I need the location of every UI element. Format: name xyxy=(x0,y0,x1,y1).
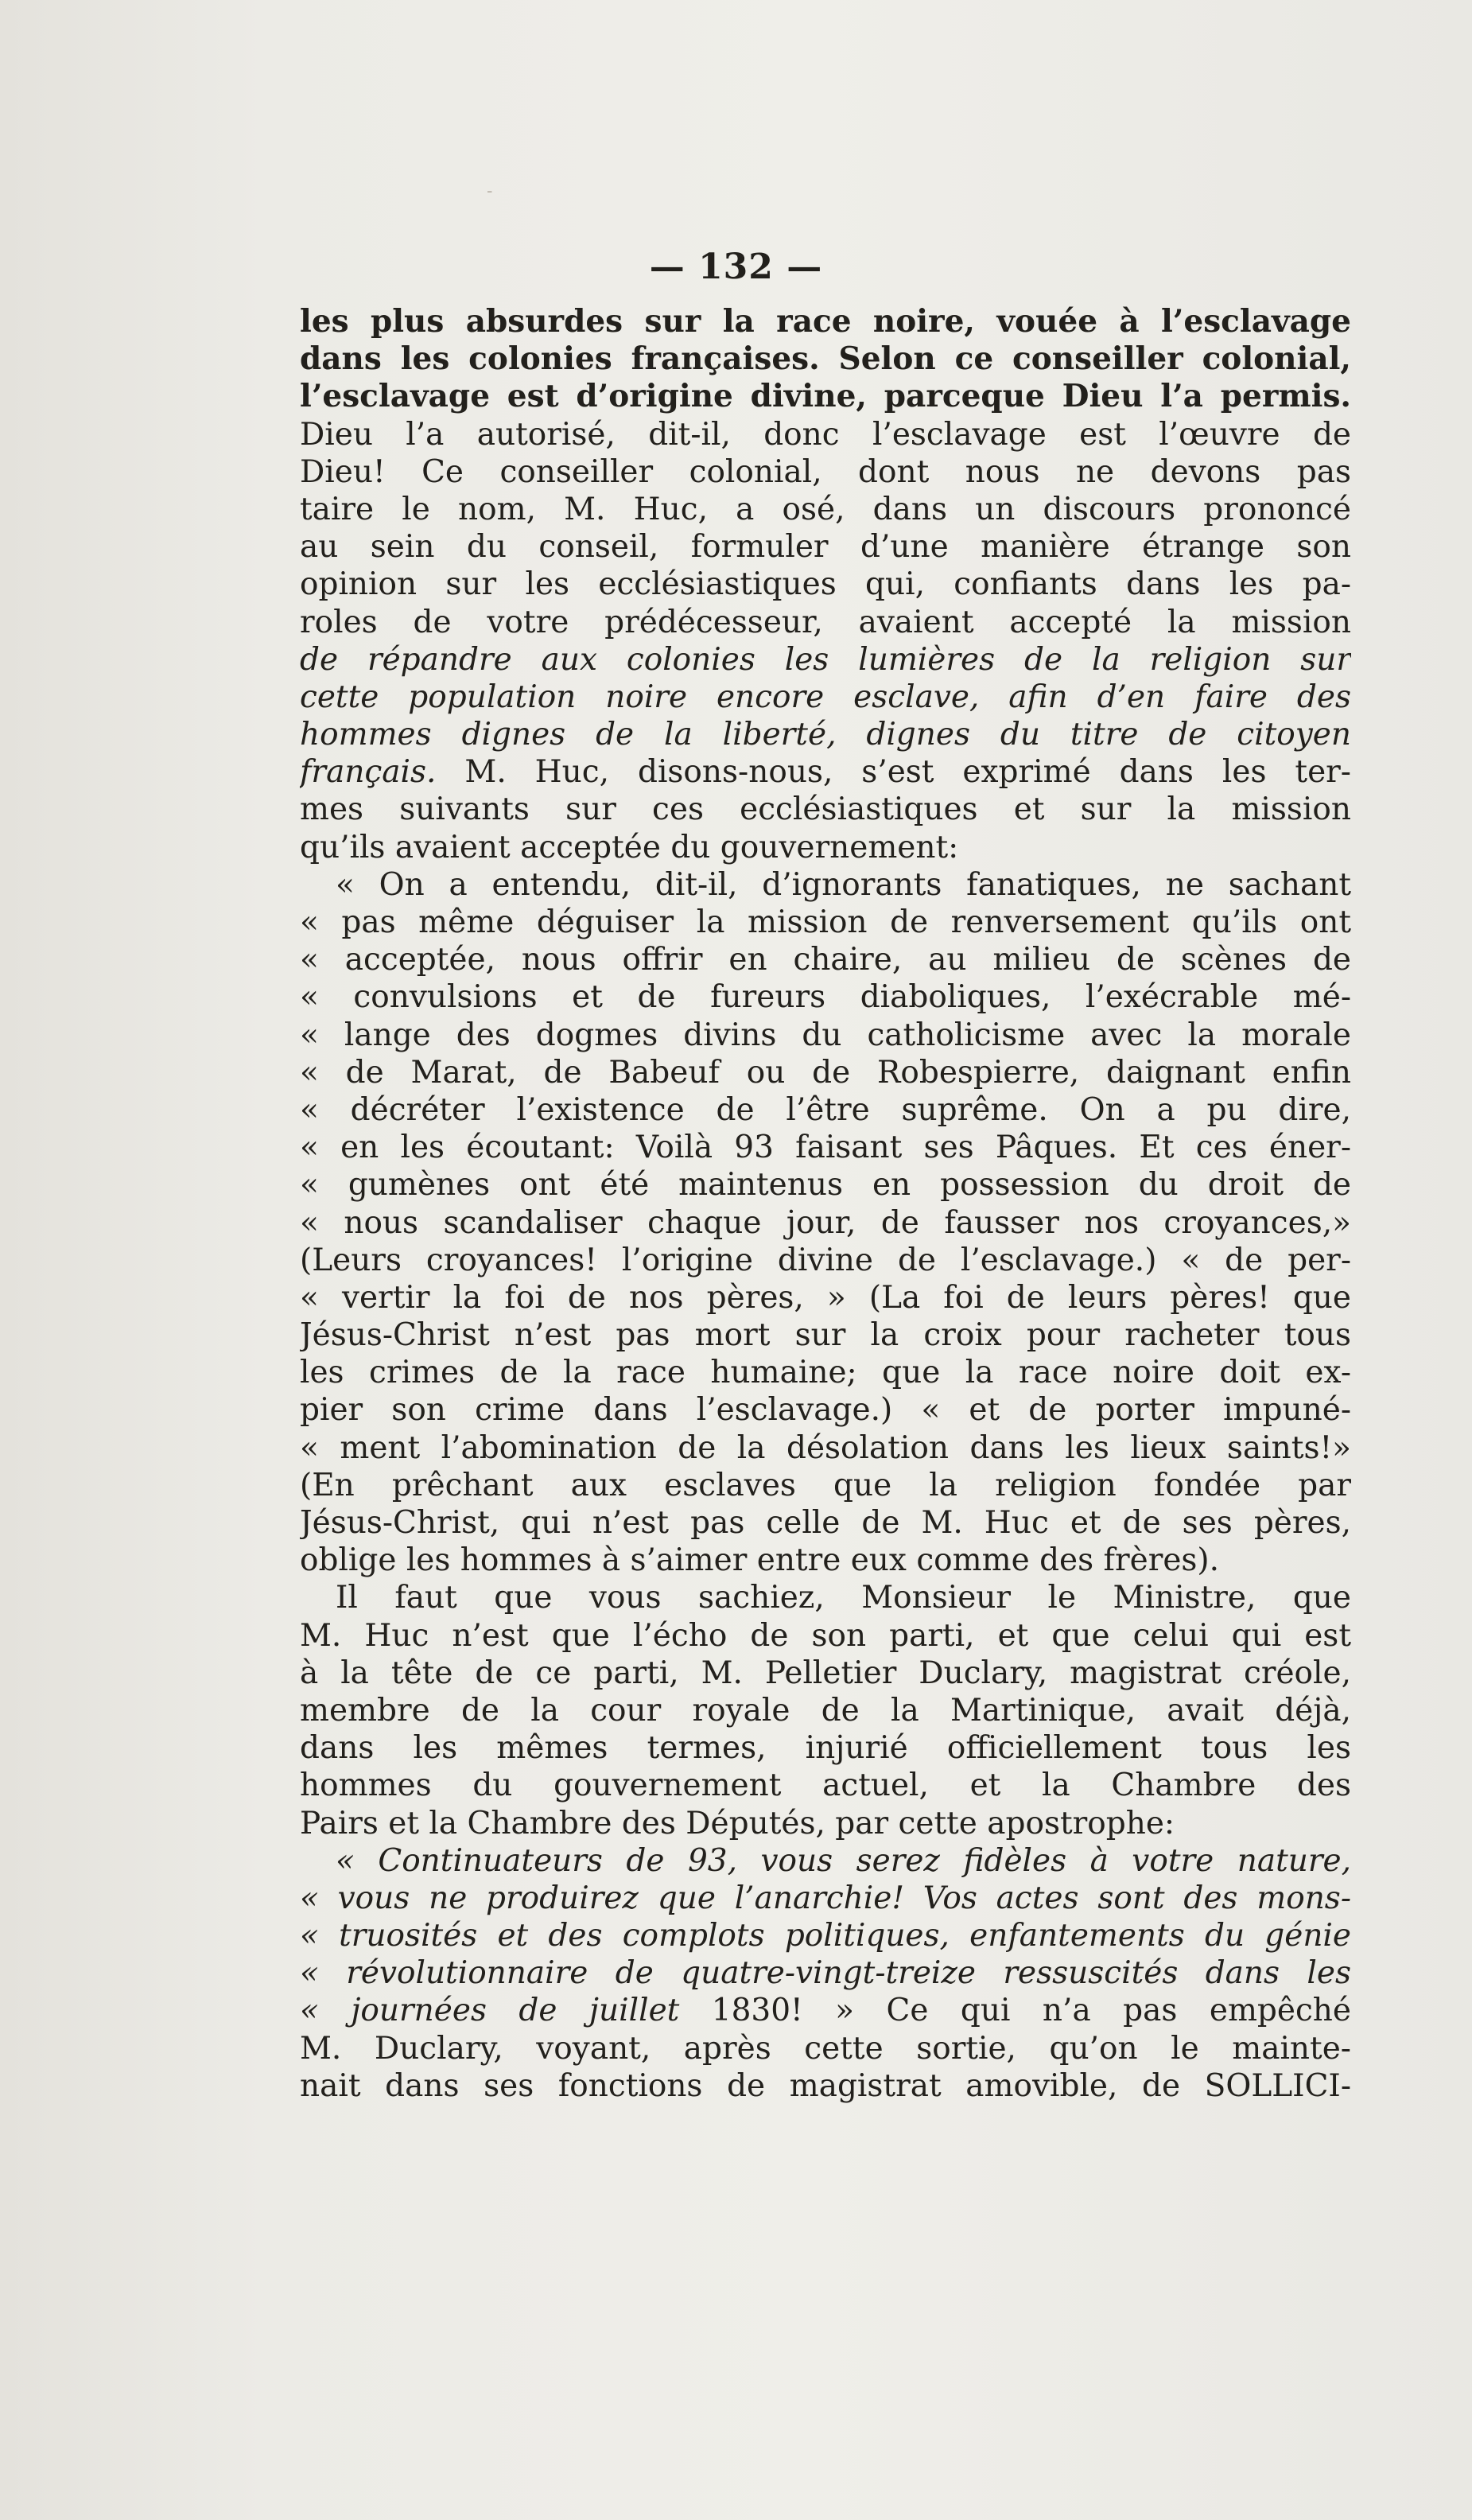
text-line: « pas même déguiser la mission de renversement qu’ils ont xyxy=(300,904,1351,940)
text-line: dans les mêmes termes, injurié officiellement tous les xyxy=(300,1730,1351,1767)
text-line: les plus absurdes sur la race noire, vouée à l’esclavage xyxy=(300,303,1351,340)
text-line: « lange des dogmes divins du catholicisme avec la morale xyxy=(300,1017,1351,1053)
text-line: pier son crime dans l’esclavage.) « et de porter impuné- xyxy=(300,1392,1351,1429)
text-line: roles de votre prédécesseur, avaient accepté la mission xyxy=(300,604,1351,640)
text-line: membre de la cour royale de la Martinique, avait déjà, xyxy=(300,1692,1351,1729)
text-line: Dieu l’a autorisé, dit-il, donc l’esclavage est l’œuvre de xyxy=(300,416,1351,453)
text-line: « de Marat, de Babeuf ou de Robespierre, daignant enfin xyxy=(300,1054,1351,1091)
text-line: hommes dignes de la liberté, dignes du titre de citoyen xyxy=(300,717,1351,753)
text-line: « journées de juillet 1830! » Ce qui n’a pas empêché xyxy=(300,1993,1351,2029)
text-line: Pairs et la Chambre des Députés, par cette apostrophe: xyxy=(300,1805,1175,1841)
text-line: nait dans ses fonctions de magistrat amovible, de SOLLICI- xyxy=(300,2067,1351,2104)
text-line: français. M. Huc, disons-nous, s’est exprimé dans les ter- xyxy=(300,754,1351,791)
page-number: — 132 — xyxy=(649,247,823,287)
text-line: à la tête de ce parti, M. Pelletier Duclary, magistrat créole, xyxy=(300,1655,1351,1691)
text-line: cette population noire encore esclave, afin d’en faire des xyxy=(300,679,1351,715)
text-line: « Continuateurs de 93, vous serez fidèles à votre nature, xyxy=(336,1842,1351,1879)
body-text xyxy=(300,303,1351,2105)
text-line: « vertir la foi de nos pères, » (La foi de leurs pères! que xyxy=(300,1279,1351,1316)
page-speck: - xyxy=(487,181,493,201)
text-line: (En prêchant aux esclaves que la religion fondée par xyxy=(300,1467,1351,1503)
text-line: opinion sur les ecclésiastiques qui, confiants dans les pa- xyxy=(300,566,1351,603)
text-line: M. Huc n’est que l’écho de son parti, et que celui qui est xyxy=(300,1617,1351,1654)
text-line: au sein du conseil, formuler d’une manière étrange son xyxy=(300,529,1351,566)
text-line: dans les colonies françaises. Selon ce conseiller colonial, xyxy=(300,340,1351,378)
text-line: taire le nom, M. Huc, a osé, dans un discours prononcé xyxy=(300,491,1351,527)
text-line: de répandre aux colonies les lumières de la religion sur xyxy=(300,641,1351,678)
text-line: M. Duclary, voyant, après cette sortie, qu’on le mainte- xyxy=(300,2030,1351,2067)
text-line: « décréter l’existence de l’être suprême. On a pu dire, xyxy=(300,1091,1351,1128)
text-line: qu’ils avaient acceptée du gouvernement: xyxy=(300,829,959,865)
text-line: Il faut que vous sachiez, Monsieur le Ministre, que xyxy=(336,1580,1351,1616)
text-line: Jésus-Christ, qui n’est pas celle de M. Huc et de ses pères, xyxy=(300,1505,1351,1541)
text-line: « nous scandaliser chaque jour, de fausser nos croyances,» xyxy=(300,1204,1351,1241)
text-line: l’esclavage est d’origine divine, parceque Dieu l’a permis. xyxy=(300,378,1351,415)
text-line: « révolutionnaire de quatre-vingt-treize ressuscités dans les xyxy=(300,1955,1351,1992)
text-line: mes suivants sur ces ecclésiastiques et sur la mission xyxy=(300,791,1351,828)
text-line: « en les écoutant: Voilà 93 faisant ses Pâques. Et ces éner- xyxy=(300,1130,1351,1166)
text-line: « acceptée, nous offrir en chaire, au milieu de scènes de xyxy=(300,942,1351,978)
text-line: (Leurs croyances! l’origine divine de l’esclavage.) « de per- xyxy=(300,1242,1351,1278)
text-line: « ment l’abomination de la désolation dans les lieux saints!» xyxy=(300,1429,1351,1466)
text-line: Jésus-Christ n’est pas mort sur la croix pour racheter tous xyxy=(300,1317,1351,1354)
text-line: « convulsions et de fureurs diaboliques, l’exécrable mé- xyxy=(300,979,1351,1016)
text-line: Dieu! Ce conseiller colonial, dont nous ne devons pas xyxy=(300,453,1351,490)
text-line: les crimes de la race humaine; que la race noire doit ex- xyxy=(300,1355,1351,1391)
text-line: « vous ne produirez que l’anarchie! Vos actes sont des mons- xyxy=(300,1880,1351,1916)
text-line: « truosités et des complots politiques, enfantements du génie xyxy=(300,1918,1351,1954)
text-line: « On a entendu, dit-il, d’ignorants fanatiques, ne sachant xyxy=(336,866,1351,903)
text-line: oblige les hommes à s’aimer entre eux comme des frères). xyxy=(300,1542,1220,1579)
text-line: hommes du gouvernement actuel, et la Chambre des xyxy=(300,1768,1351,1804)
text-line: « gumènes ont été maintenus en possession du droit de xyxy=(300,1167,1351,1204)
